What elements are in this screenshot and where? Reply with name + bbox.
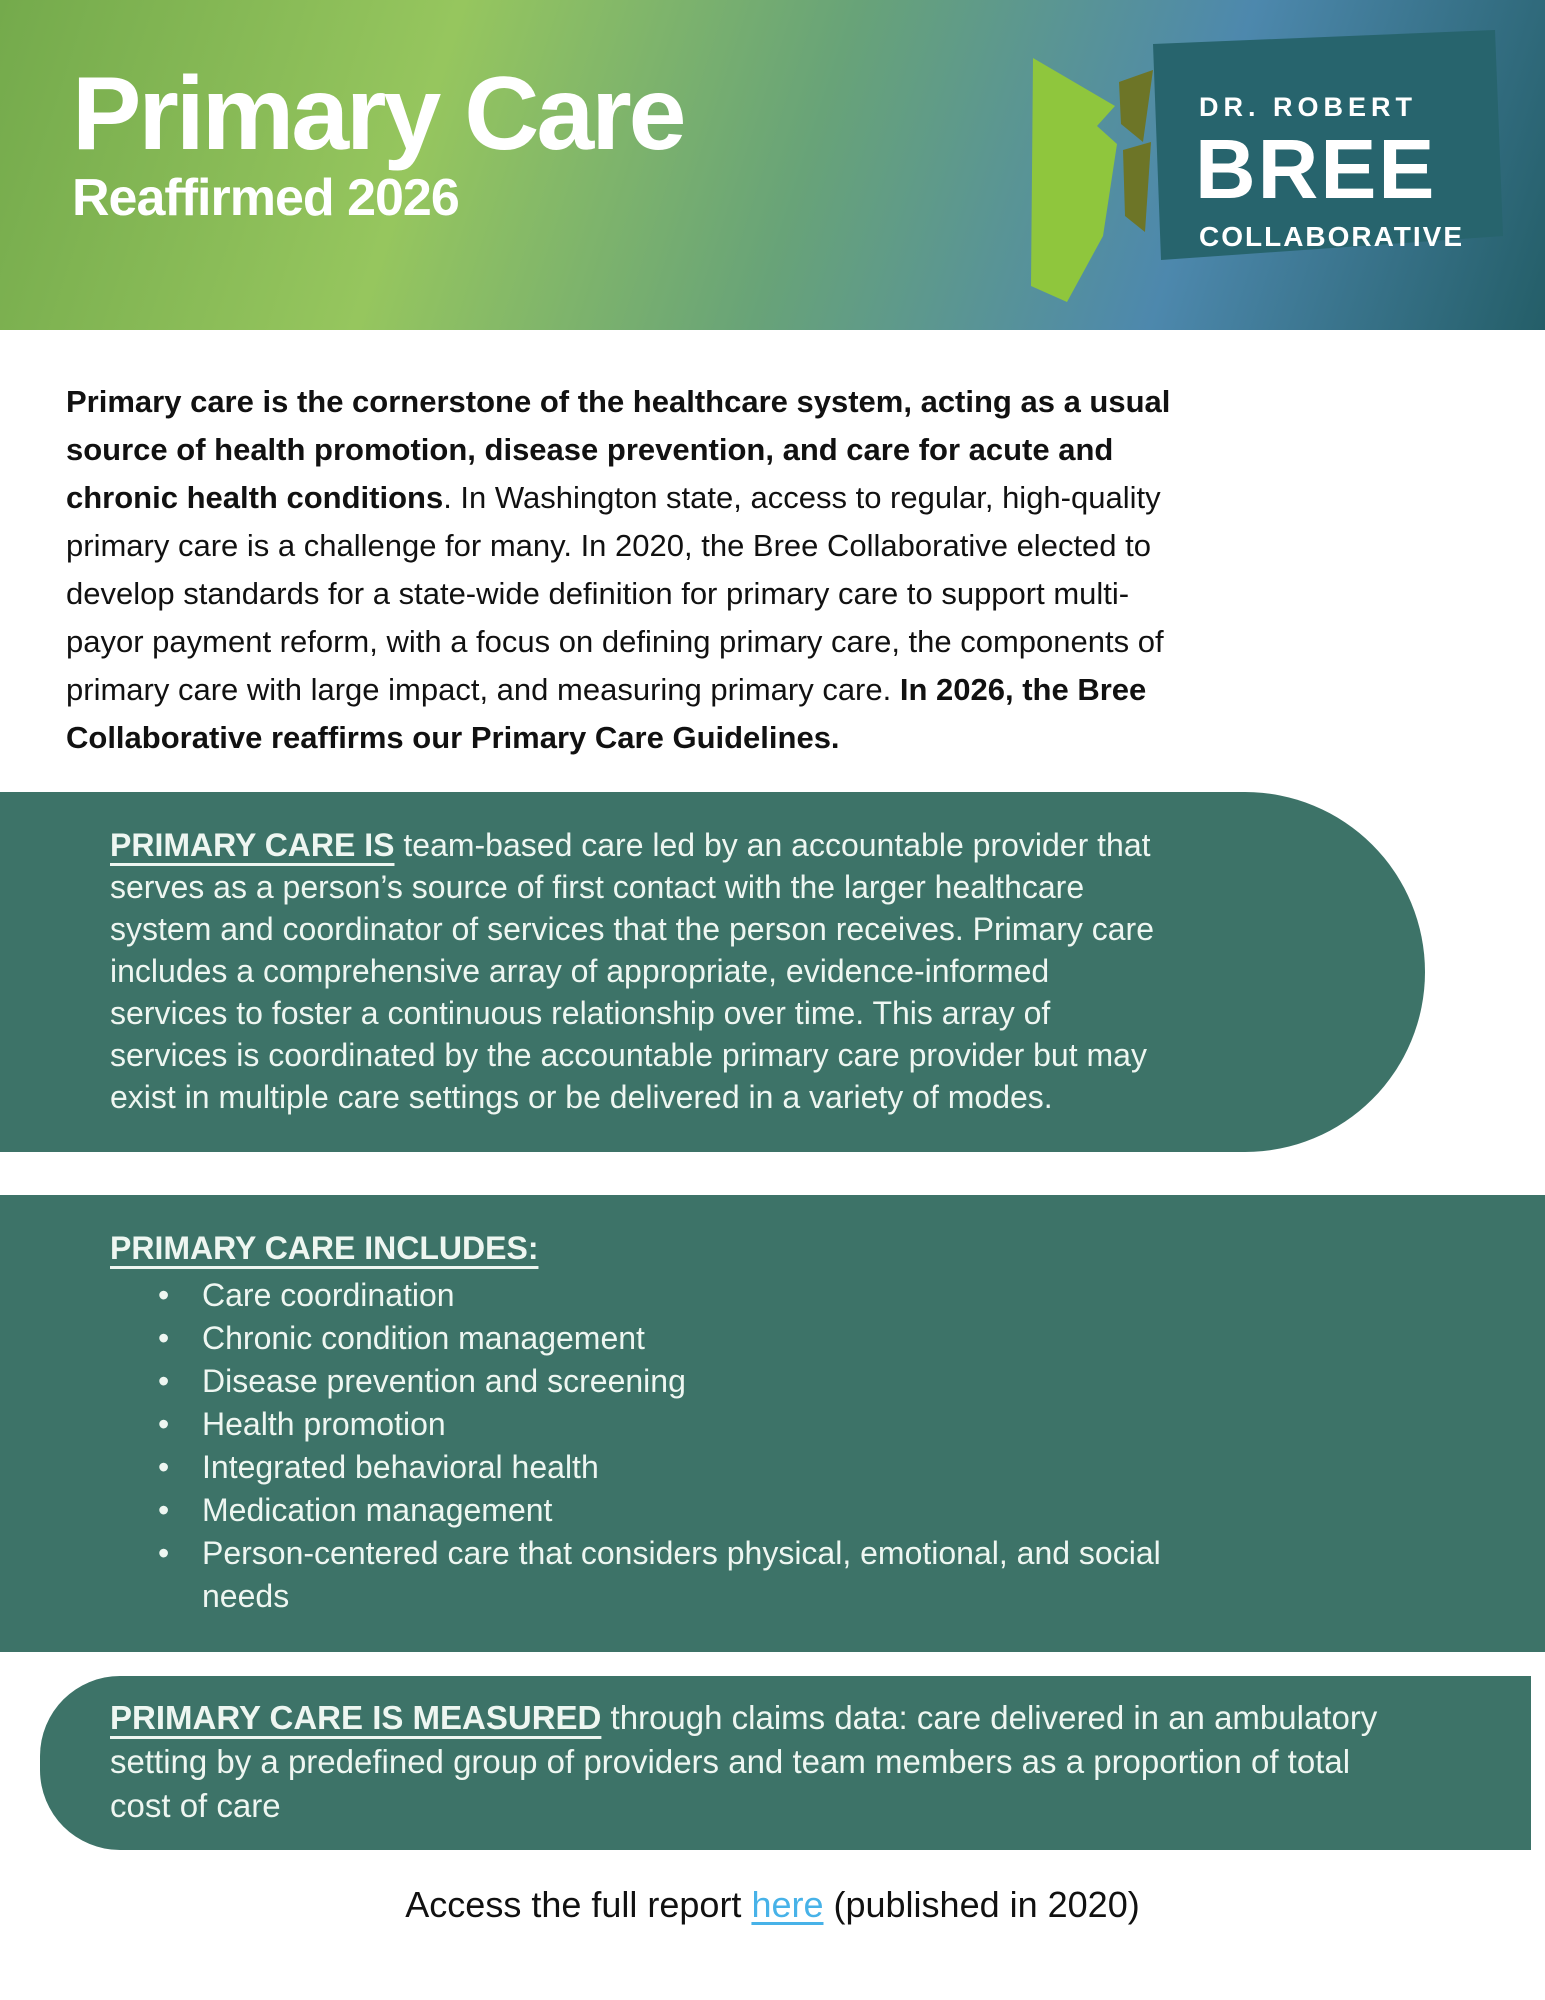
logo-ribbon-top-icon	[1119, 70, 1153, 142]
report-link[interactable]: here	[751, 1884, 824, 1925]
primary-care-measured-text	[110, 1696, 1381, 1828]
footer-post-text: (published in 2020)	[823, 1884, 1140, 1925]
header-banner	[0, 0, 1545, 330]
list-item: • Integrated behavioral health	[110, 1446, 1205, 1489]
logo-ribbon-bottom-icon	[1123, 142, 1151, 232]
primary-care-includes-list	[110, 1274, 1205, 1618]
primary-care-measured-box	[40, 1676, 1531, 1850]
page-title: Primary Care	[72, 56, 684, 172]
intro-regular-text: . In Washington state, access to regular, high-quality primary care is a challenge for many. In 2020, the Bree Collaborative elected to develop standards for a state-wide definition for primary care to support multi-payor payment reform, with a focus on defining primary care, the components of primary care with large impact, and measuring primary care.	[66, 480, 1164, 707]
title-block	[72, 56, 684, 228]
primary-care-measured-heading: PRIMARY CARE IS MEASURED	[110, 1699, 602, 1736]
logo-text-dr-robert: DR. ROBERT	[1199, 92, 1417, 122]
primary-care-includes-box	[0, 1195, 1545, 1652]
page-body	[0, 378, 1545, 1926]
list-item: • Care coordination	[110, 1274, 1205, 1317]
primary-care-is-body: team-based care led by an accountable provider that serves as a person’s source of first contact with the larger healthcare system and coordinator of services that the person receives. Primary care includes a comprehensive array of appropriate, evidence-informed services to foster a continuous relationship over time. This array of services is coordinated by the accountable primary care provider but may exist in multiple care settings or be delivered in a variety of modes.	[110, 827, 1154, 1115]
list-item: • Health promotion	[110, 1403, 1205, 1446]
primary-care-is-text	[110, 824, 1175, 1118]
intro-bold-tail: In 2026, the Bree Collaborative reaffirms our Primary Care Guidelines.	[66, 672, 1147, 755]
bree-collaborative-logo	[947, 20, 1527, 320]
primary-care-is-heading: PRIMARY CARE IS	[110, 827, 395, 863]
list-item: • Medication management	[110, 1489, 1205, 1532]
logo-text-bree: BREE	[1195, 122, 1437, 216]
page-subtitle: Reaffirmed 2026	[72, 169, 459, 227]
washington-state-icon	[1031, 58, 1117, 302]
intro-paragraph	[66, 378, 1206, 762]
intro-bold-lead: Primary care is the cornerstone of the healthcare system, acting as a usual source of health promotion, disease prevention, and care for acute and chronic health conditions	[66, 384, 1171, 515]
primary-care-measured-body: through claims data: care delivered in an ambulatory setting by a predefined group of providers and team members as a proportion of total cost of care	[110, 1699, 1378, 1824]
logo-text-collaborative: COLLABORATIVE	[1199, 221, 1465, 252]
list-item: • Chronic condition management	[110, 1317, 1205, 1360]
footer-text	[0, 1884, 1545, 1926]
list-item: • Person-centered care that considers physical, emotional, and social needs	[110, 1532, 1205, 1618]
primary-care-is-box	[0, 792, 1425, 1152]
footer-pre-text: Access the full report	[405, 1884, 752, 1925]
primary-care-includes-heading: PRIMARY CARE INCLUDES:	[110, 1230, 539, 1266]
list-item: • Disease prevention and screening	[110, 1360, 1205, 1403]
